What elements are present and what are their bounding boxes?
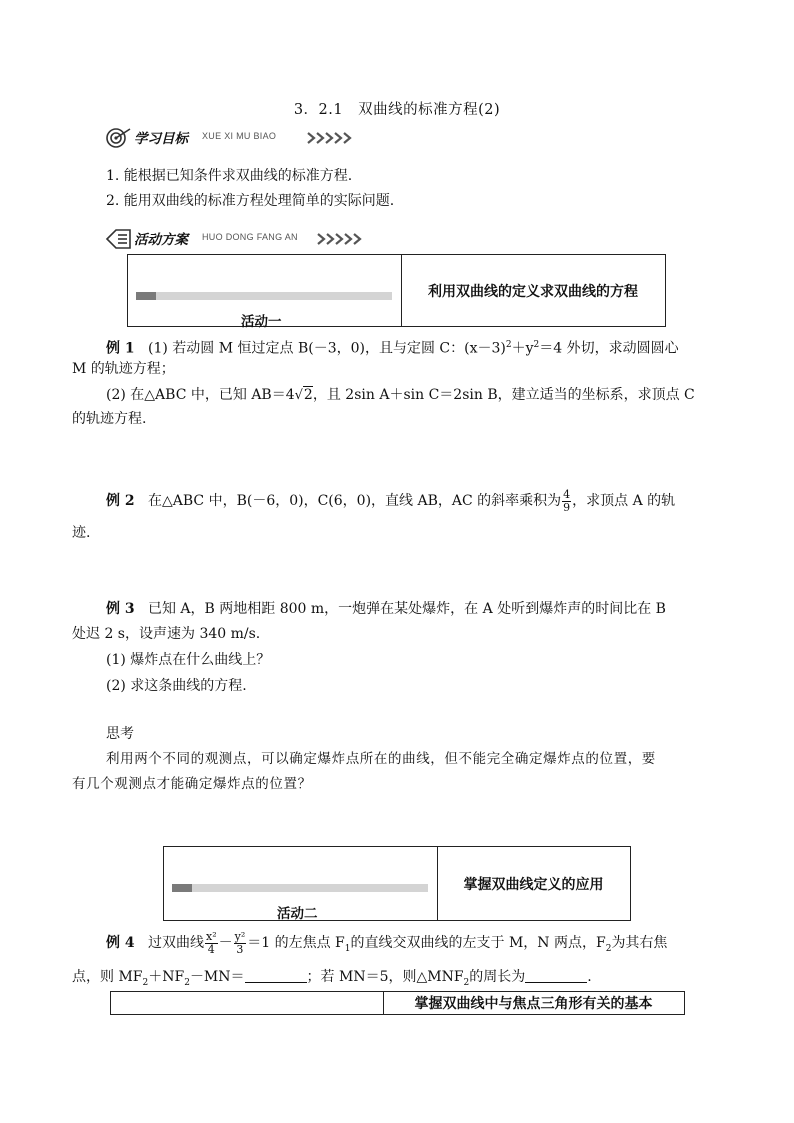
fraction-denominator: 3 <box>236 942 244 956</box>
activity-1-box <box>127 254 666 330</box>
superscript: 2 <box>533 340 540 350</box>
learning-goals-label: 学习目标 <box>134 131 188 147</box>
example-2-text-a: 在△ABC 中，B(－6，0)，C(6，0)，直线 AB，AC 的斜率乘积为 <box>147 493 562 509</box>
example-2-text-b: ，求顶点 A 的轨 <box>572 493 676 509</box>
list-icon <box>104 228 134 250</box>
example-1-line-2: M 的轨迹方程； <box>72 361 175 377</box>
example-3-question-2: (2) 求这条曲线的方程. <box>106 678 247 694</box>
activity-plan-pinyin: HUO DONG FANG AN <box>202 232 298 242</box>
fraction-numerator: 4 <box>563 487 571 501</box>
example-3-line-1 <box>106 596 666 622</box>
example-4-l2-f: . <box>587 969 592 985</box>
sqrt-value: 2 <box>303 387 313 403</box>
activity-2-topic: 掌握双曲线定义的应用 <box>463 876 604 893</box>
example-4-text-2: ＝1 的左焦点 F <box>247 935 345 951</box>
example-1-part-2-a: (2) 在△ABC 中，已知 AB＝4 <box>106 387 295 403</box>
activity-3-box <box>110 991 685 1015</box>
fraction-denominator: 9 <box>563 500 571 514</box>
chevrons-icon <box>306 132 356 144</box>
example-1-part-2-line-2: 的轨迹方程. <box>72 411 147 427</box>
fraction-y <box>234 931 247 956</box>
activity-2-bar <box>172 884 428 892</box>
example-1-part-2: (2) 在△ABC 中，已知 AB＝4√2，且 2sin A＋sin C＝2sin B，建立适当的坐标系，求顶点 C <box>106 387 695 403</box>
example-4-l2-d: ；若 MN＝5，则△MNF <box>306 969 464 985</box>
activity-1-bar <box>136 292 392 300</box>
learning-goals-banner <box>104 127 354 149</box>
minus-sign: － <box>218 935 233 951</box>
example-2-label: 例 2 <box>106 493 135 509</box>
example-4-text-3: 的直线交双曲线的左支于 M，N 两点，F <box>350 935 606 951</box>
example-4-l2-c: －MN＝ <box>189 969 245 985</box>
target-icon <box>104 127 134 149</box>
think-heading: 思考 <box>106 726 134 742</box>
think-line-2: 有几个观测点才能确定爆炸点的位置？ <box>72 776 312 792</box>
subscript: 1 <box>344 943 351 954</box>
example-1-line-1 <box>106 332 679 362</box>
example-3-line-2: 处迟 2 s，设声速为 340 m/s. <box>72 626 261 642</box>
example-3-text-a: 已知 A，B 两地相距 800 m，一炮弹在某处爆炸，在 A 处听到爆炸声的时间比在 B <box>147 601 666 617</box>
activity-1-topic: 利用双曲线的定义求双曲线的方程 <box>428 283 638 300</box>
activity-3-topic: 掌握双曲线中与焦点三角形有关的基本 <box>414 996 653 1012</box>
goal-2: 2. 能用双曲线的标准方程处理简单的实际问题. <box>106 193 395 209</box>
fraction-x <box>205 931 218 956</box>
page-title: 3．2.1 双曲线的标准方程(2) <box>293 102 501 118</box>
example-4-l2-a: 点，则 MF <box>72 969 143 985</box>
fraction-numerator: y² <box>234 929 246 943</box>
chevrons-icon <box>316 233 366 245</box>
think-line-1: 利用两个不同的观测点，可以确定爆炸点所在的曲线，但不能完全确定爆炸点的位置，要 <box>106 751 656 767</box>
example-4-l2-b: ＋NF <box>148 969 185 985</box>
activity-3-left <box>111 992 384 1014</box>
example-4-l2-e: 的周长为 <box>469 969 526 985</box>
learning-goals-pinyin: XUE XI MU BIAO <box>202 131 277 141</box>
answer-blank-2[interactable] <box>525 968 587 983</box>
fraction-denominator: 4 <box>207 942 215 956</box>
example-1-text-b: ＋y <box>511 340 534 357</box>
example-4-label: 例 4 <box>106 935 135 951</box>
example-4-text-1: 过双曲线 <box>147 935 204 951</box>
example-2-line-2: 迹. <box>72 525 91 541</box>
example-1-text-a: (1) 若动圆 M 恒过定点 B(－3，0)，且与定圆 C：(x－3) <box>147 340 506 357</box>
example-3-question-1: (1) 爆炸点在什么曲线上？ <box>106 652 271 668</box>
subscript: 2 <box>463 977 470 988</box>
goal-1: 1. 能根据已知条件求双曲线的标准方程. <box>106 168 353 184</box>
activity-1-left <box>128 255 402 330</box>
example-1-text-c: ＝4 外切，求动圆圆心 <box>539 340 679 357</box>
answer-blank-1[interactable] <box>245 968 307 983</box>
example-4-text-4: 为其右焦 <box>611 935 668 951</box>
fraction-numerator: x² <box>205 929 217 943</box>
activity-plan-banner <box>104 228 354 250</box>
superscript: 2 <box>505 340 512 350</box>
example-4-line-1 <box>106 926 667 966</box>
example-3-label: 例 3 <box>106 601 135 617</box>
activity-plan-label: 活动方案 <box>134 232 188 248</box>
activity-2-name: 活动二 <box>277 906 318 922</box>
example-2-line-1 <box>106 488 675 514</box>
activity-1-name: 活动一 <box>241 314 282 330</box>
activity-2-box <box>163 846 631 921</box>
activity-2-left <box>164 847 438 920</box>
subscript: 2 <box>142 977 149 988</box>
subscript: 2 <box>605 943 612 954</box>
example-1-part-2-b: ，且 2sin A＋sin C＝2sin B，建立适当的坐标系，求顶点 C <box>312 387 695 403</box>
example-1-label: 例 1 <box>106 340 135 357</box>
subscript: 2 <box>184 977 190 988</box>
fraction <box>562 489 571 514</box>
